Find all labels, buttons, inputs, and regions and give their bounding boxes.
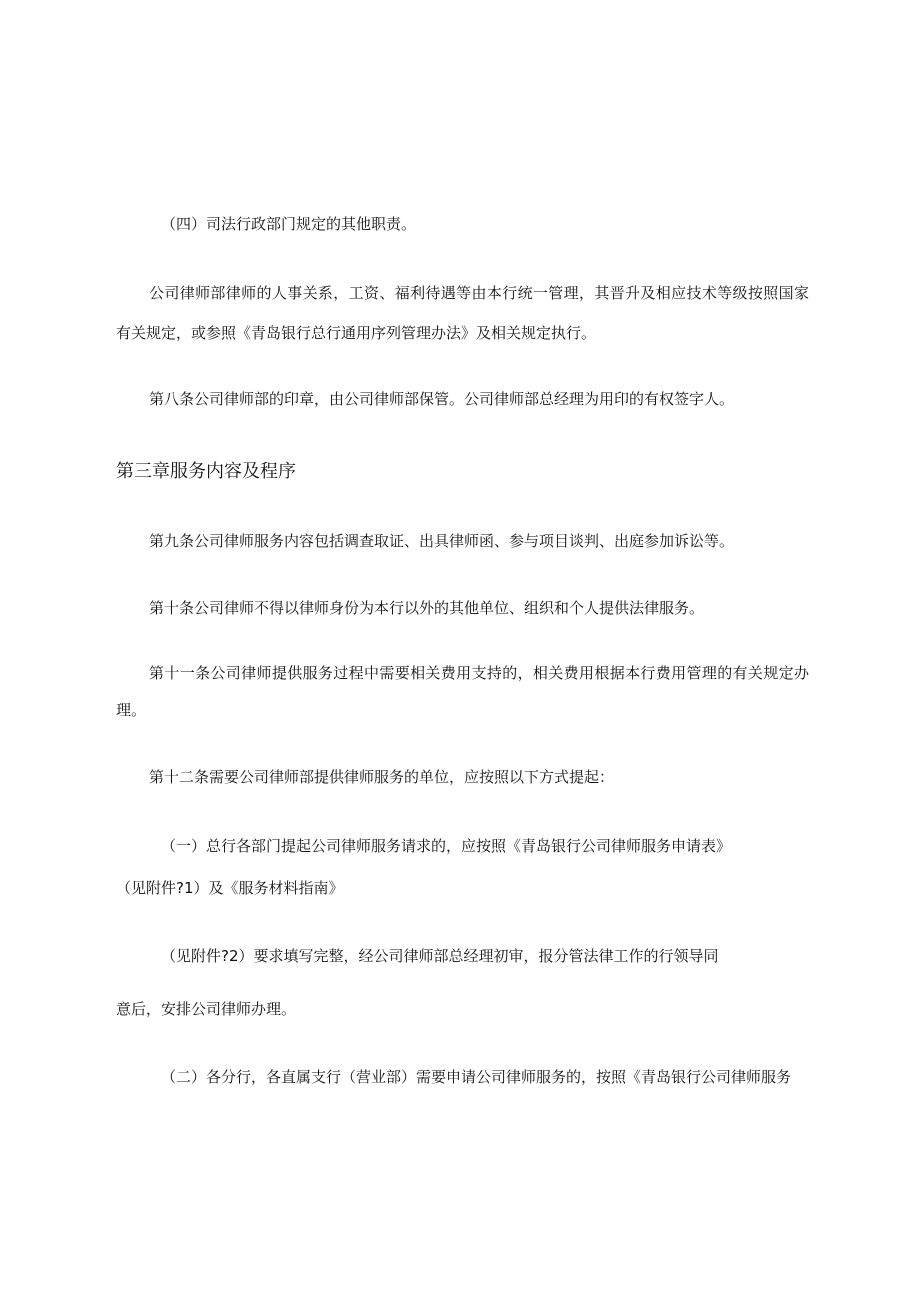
paragraph-item-1-line-1: （一）总行各部门提起公司律师服务请求的，应按照《青岛银行公司律师服务申请表》 xyxy=(161,837,732,855)
paragraph-article-10: 第十条公司律师不得以律师身份为本行以外的其他单位、组织和个人提供法律服务。 xyxy=(149,599,705,617)
paragraph-duties-item-4: （四）司法行政部门规定的其他职责。 xyxy=(161,215,417,233)
paragraph-article-8: 第八条公司律师部的印章，由公司律师部保管。公司律师部总经理为用印的有权签字人。 xyxy=(149,390,735,408)
paragraph-article-12: 第十二条需要公司律师部提供律师服务的单位，应按照以下方式提起： xyxy=(149,768,615,786)
paragraph-article-9: 第九条公司律师服务内容包括调查取证、出具律师函、参与项目谈判、出庭参加诉讼等。 xyxy=(149,532,735,550)
paragraph-personnel-line-1: 公司律师部律师的人事关系，工资、福利待遇等由本行统一管理，其晋升及相应技术等级按照国家 xyxy=(149,284,809,302)
paragraph-item-1-line-2: （见附件?1）及《服务材料指南》 xyxy=(116,879,344,897)
paragraph-personnel-line-2: 有关规定，或参照《青岛银行总行通用序列管理办法》及相关规定执行。 xyxy=(116,324,597,342)
paragraph-article-11-line-1: 第十一条公司律师提供服务过程中需要相关费用支持的，相关费用根据本行费用管理的有关规定办 xyxy=(149,664,809,682)
paragraph-article-11-line-2: 理。 xyxy=(116,701,147,719)
paragraph-item-2: （二）各分行，各直属支行（营业部）需要申请公司律师服务的，按照《青岛银行公司律师服务 xyxy=(161,1068,792,1086)
chapter-heading: 第三章服务内容及程序 xyxy=(116,461,296,482)
paragraph-item-1-line-4: 意后，安排公司律师办理。 xyxy=(116,1000,297,1018)
paragraph-item-1-line-3: （见附件?2）要求填写完整，经公司律师部总经理初审，报分管法律工作的行领导同 xyxy=(161,947,719,965)
